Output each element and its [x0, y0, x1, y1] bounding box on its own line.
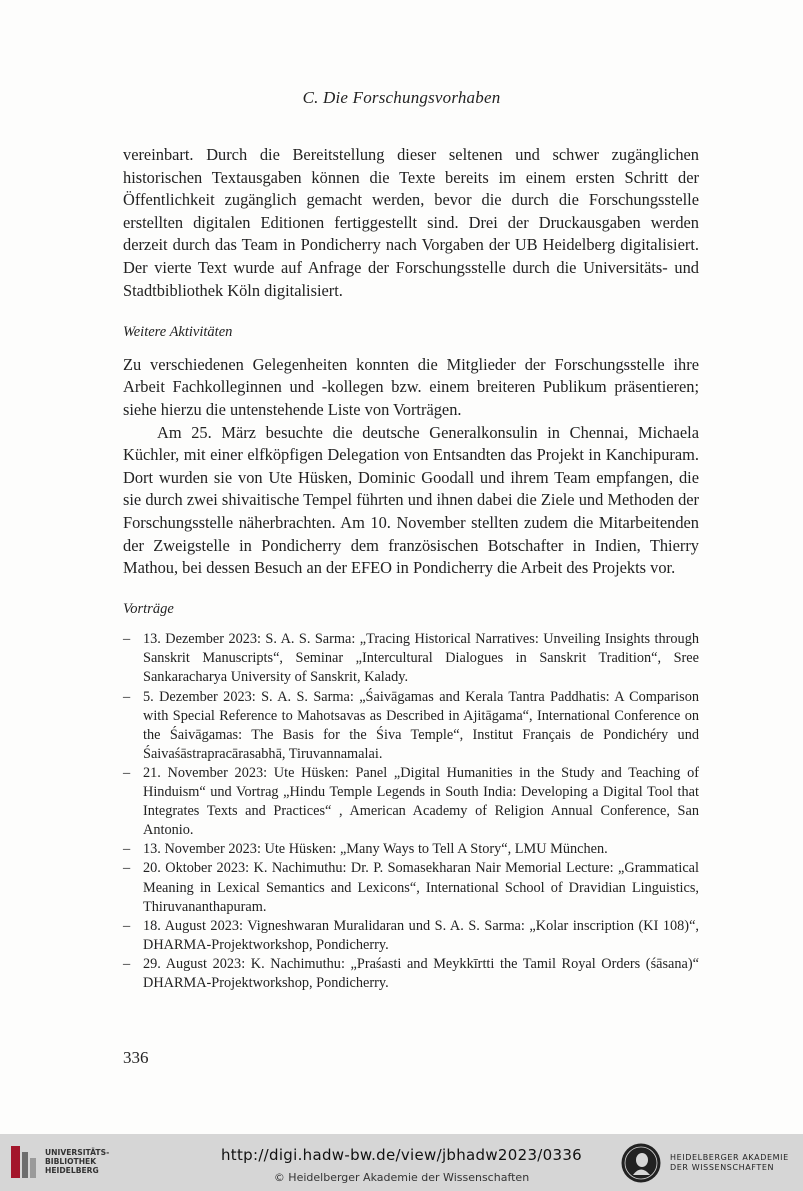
list-item	[123, 859, 699, 916]
list-item	[123, 764, 699, 840]
activities-paragraph-2: Am 25. März besuchte die deutsche Generalkonsulin in Chennai, Michaela Küchler, mit einer elfköpfigen Delegation von Entsandten das Projekt in Kanchipuram. Dort wurden sie von Ute Hüsken, Dominic Goodall und ihrem Team empfangen, die sie durch zwei shivaitische Tempel führten und ihnen dabei die Ziele und Methoden der Forschungsstelle näherbrachten. Am 10. November stellten zudem die Mitarbeitenden der Zweigstelle in Pondicherry dem französischen Botschafter in Indien, Thierry Mathou, bei dessen Besuch an der EFEO in Pondicherry die Arbeit des Projekts vor.	[123, 422, 699, 578]
running-head: C. Die Forschungsvorhaben	[302, 88, 501, 107]
page-content	[123, 144, 699, 993]
list-item	[123, 630, 699, 687]
list-item	[123, 688, 699, 764]
list-dash: –	[123, 688, 131, 705]
activities-paragraph-1: Zu verschiedenen Gelegenheiten konnten die Mitglieder der Forschungsstelle ihre Arbeit Fachkolleginnen und -kollegen bzw. einem breiteren Publikum präsentieren; siehe hierzu die untenstehende Liste von Vorträgen.	[123, 354, 699, 419]
talks-list	[123, 630, 699, 993]
list-dash: –	[123, 841, 131, 858]
intro-paragraph: vereinbart. Durch die Bereitstellung dieser seltenen und schwer zugänglichen historischen Textausgaben können die Texte bereits im einem ersten Schritt der Öffentlichkeit zugänglich gemacht werden, bevor die durch die Forschungsstelle erstellten digitalen Editionen fertiggestellt sind. Drei der Druckausgaben werden derzeit durch das Team in Pondicherry nach Vorgaben der UB Heidelberg digitalisiert. Der vierte Text wurde auf Anfrage der Forschungsstelle durch die Universitäts- und Stadtbibliothek Köln digitalisiert.	[123, 145, 699, 300]
list-dash: –	[123, 860, 131, 877]
section-heading-talks: Vorträge	[123, 600, 174, 617]
list-dash: –	[123, 764, 131, 781]
list-item-text: 20. Oktober 2023: K. Nachimuthu: Dr. P. Somasekharan Nair Memorial Lecture: „Grammatical Meaning in Lexical Semantics and Lexicons“, International School of Dravidian Linguistics, Thiruvananthapuram.	[143, 860, 699, 915]
page-number: 336	[123, 1048, 149, 1067]
list-item	[123, 955, 699, 993]
list-item-text: 21. November 2023: Ute Hüsken: Panel „Digital Humanities in the Study and Teaching of Hinduism“ und Vortrag „Hindu Temple Legends in South India: Developing a Digital Tool that Integrates Texts and Practices“ , American Academy of Religion Annual Conference, San Antonio.	[143, 764, 699, 839]
list-dash: –	[123, 631, 131, 648]
ub-logo-text: UNIVERSITÄTS- BIBLIOTHEK HEIDELBERG	[45, 1148, 110, 1175]
hadw-logo[interactable]	[618, 1140, 803, 1186]
list-dash: –	[123, 955, 131, 972]
list-item	[123, 917, 699, 955]
list-item-text: 5. Dezember 2023: S. A. S. Sarma: „Śaivāgamas and Kerala Tantra Paddhatis: A Comparison with Special Reference to Mahotsavas as Described in Ajitāgama“, International Conference on the Śaivāgamas: The Basis for the Śiva Temple“, Institut Français de Pondichéry und Śaivaśāstrapracārasabhā, Tiruvannamalai.	[143, 688, 699, 762]
copyright-text: © Heidelberger Akademie der Wissenschaften	[273, 1171, 530, 1184]
list-item-text: 13. November 2023: Ute Hüsken: „Many Ways to Tell A Story“, LMU München.	[143, 841, 608, 858]
permalink-url[interactable]: http://digi.hadw-bw.de/view/jbhadw2023/0336	[220, 1146, 583, 1164]
list-item	[123, 840, 699, 859]
footer-bar	[0, 1134, 803, 1191]
section-heading-activities: Weitere Aktivitäten	[123, 324, 233, 341]
academy-seal-icon	[620, 1142, 662, 1184]
list-item-text: 13. Dezember 2023: S. A. S. Sarma: „Tracing Historical Narratives: Unveiling Insights through Sanskrit Manuscripts“, Seminar „Intercultural Dialogues in Sanskrit Tradition“, Sree Sankaracharya University of Sanskrit, Kalady.	[143, 631, 699, 686]
hadw-logo-text: HEIDELBERGER AKADEMIE DER WISSENSCHAFTEN	[670, 1153, 789, 1172]
list-item-text: 29. August 2023: K. Nachimuthu: „Praśasti and Meykkīrtti the Tamil Royal Orders (śāsana)“ DHARMA-Projektworkshop, Pondicherry.	[143, 955, 699, 991]
list-item-text: 18. August 2023: Vigneshwaran Muralidaran und S. A. S. Sarma: „Kolar inscription (KI 108)“, DHARMA-Projektworkshop, Pondicherry.	[143, 917, 699, 953]
list-dash: –	[123, 917, 131, 934]
